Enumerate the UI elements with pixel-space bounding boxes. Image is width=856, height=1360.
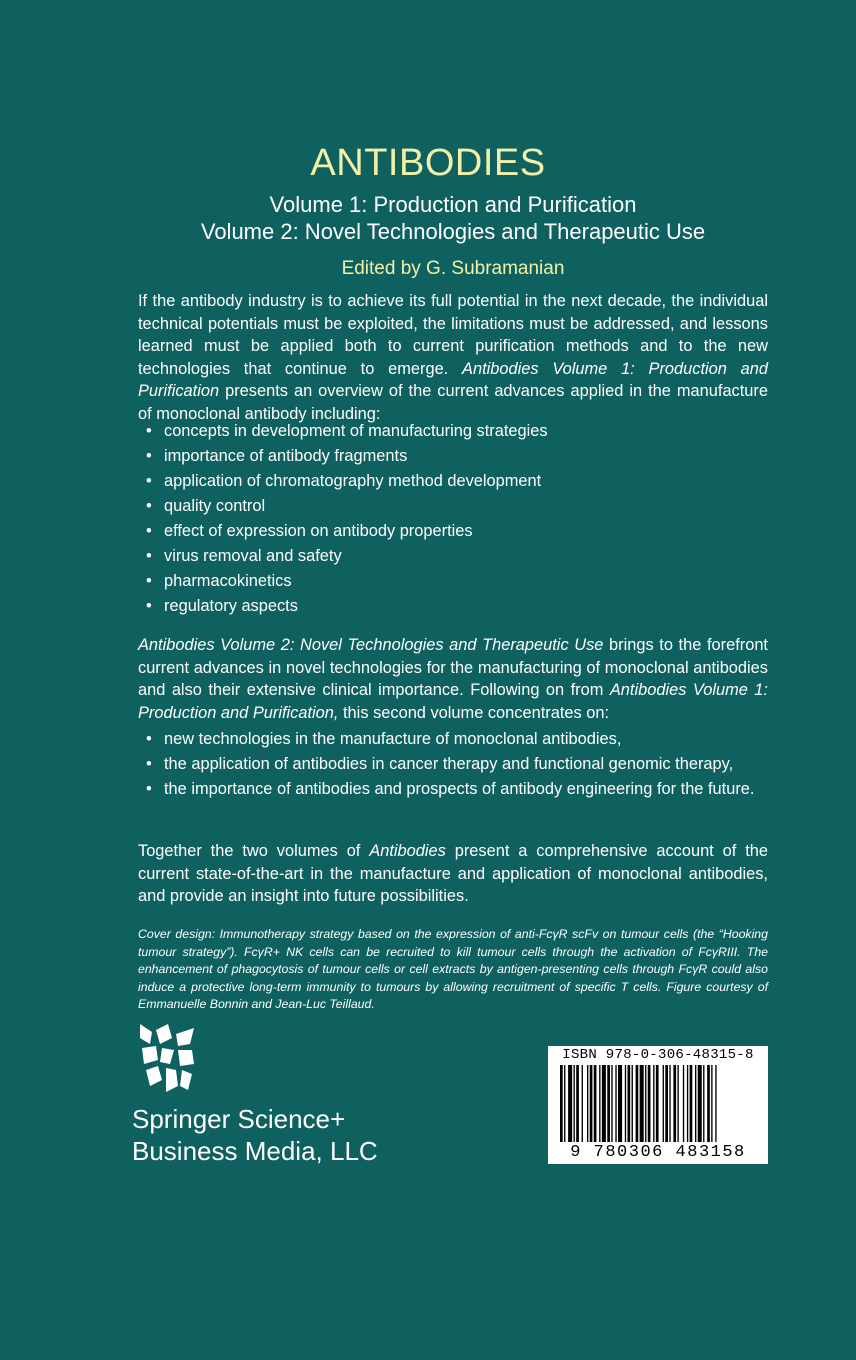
barcode-bar xyxy=(615,1065,616,1145)
topic-text: virus removal and safety xyxy=(164,547,342,565)
intro-italic-title: Antibodies Volume 1: Production and Purification xyxy=(138,359,768,400)
topic-text: the importance of antibodies and prospects of antibody engineering for the future. xyxy=(164,780,755,798)
volume-2-italic-title: Antibodies Volume 2: Novel Technologies and Therapeutic Use xyxy=(138,636,604,654)
bullet-icon: • xyxy=(146,572,152,590)
bullet-icon: • xyxy=(146,522,152,540)
list-item xyxy=(146,470,768,495)
list-item xyxy=(146,545,768,570)
list-item xyxy=(146,420,768,445)
barcode-bar xyxy=(715,1065,716,1145)
conclusion-paragraph xyxy=(138,840,768,908)
bullet-icon: • xyxy=(146,447,152,465)
volume-2-text-b: this second volume concentrates on: xyxy=(338,703,610,722)
barcode-bars xyxy=(552,1065,764,1145)
list-item xyxy=(146,753,768,775)
barcode-bar xyxy=(611,1065,612,1145)
list-item xyxy=(146,520,768,545)
topic-text: application of chromatography method development xyxy=(164,472,542,490)
barcode-bar xyxy=(599,1065,600,1145)
barcode-bar xyxy=(640,1065,644,1145)
barcode-bar xyxy=(703,1065,704,1145)
barcode-bar xyxy=(687,1065,688,1145)
volume-2-text-a: brings to the forefront current advances in novel technologies for the manufacturing of monoclonal antibodies and also their extensive clinical importance. Following on from xyxy=(138,636,768,699)
editor-line: Edited by G. Subramanian xyxy=(341,258,565,279)
barcode-bar xyxy=(582,1065,583,1145)
bullet-icon: • xyxy=(146,547,152,565)
barcode-bar xyxy=(587,1065,588,1145)
topic-text: pharmacokinetics xyxy=(164,572,292,590)
bullet-icon: • xyxy=(146,422,152,440)
book-title: ANTIBODIES xyxy=(310,142,546,184)
springer-horse-logo-icon xyxy=(138,1020,198,1096)
cover-design-caption: Cover design: Immunotherapy strategy based on the expression of anti-FcγR scFv on tumour cells (the “Hooking tumour strategy”). FcγR+ NK cells can be recruited to kill tumour cells through the activation of FcγRIII. The enhancement of phagocytosis of tumour cells or cell extracts by antigen-presenting cells through FcγR could also induce a protective long-term immunity to tumours by allowing recruitment of specific T cells. Figure courtesy of Emmanuelle Bonnin and Jean-Luc Teillaud. xyxy=(138,927,768,1011)
isbn-number: ISBN 978-0-306-48315-8 xyxy=(562,1047,754,1063)
ean-number: 9 780306 483158 xyxy=(548,1142,768,1164)
bullet-icon: • xyxy=(146,597,152,615)
barcode-bar xyxy=(683,1065,684,1145)
barcode-bar xyxy=(677,1065,678,1145)
isbn-barcode xyxy=(548,1046,768,1164)
volume-1-italic-ref: Antibodies Volume 1: Production and Purification, xyxy=(138,681,768,722)
list-item xyxy=(146,595,768,620)
barcode-bar xyxy=(711,1065,712,1145)
topic-text: concepts in development of manufacturing strategies xyxy=(164,422,548,440)
bullet-icon: • xyxy=(146,755,152,773)
barcode-bar xyxy=(618,1065,622,1145)
barcode-bar xyxy=(594,1065,597,1145)
barcode-bar xyxy=(574,1065,575,1145)
volume-2-subtitle: Volume 2: Novel Technologies and Therapeutic Use xyxy=(200,219,706,244)
list-item xyxy=(146,570,768,595)
barcode-bar xyxy=(707,1065,710,1145)
topic-text: quality control xyxy=(164,497,266,515)
volume-1-topic-list xyxy=(146,420,768,620)
barcode-bar xyxy=(648,1065,651,1145)
barcode-bar xyxy=(663,1065,664,1145)
intro-text-a: If the antibody industry is to achieve its full potential in the next decade, the individual technical potentials must be exploited, the limitations must be addressed, and lessons learned must be applied both to current purification methods and to the new technologies that continue to emerge. xyxy=(138,292,768,378)
intro-paragraph xyxy=(138,290,768,425)
list-item xyxy=(146,728,768,750)
topic-text: regulatory aspects xyxy=(164,597,298,615)
barcode-bar xyxy=(695,1065,696,1145)
barcode-bar xyxy=(665,1065,668,1145)
barcode-bar xyxy=(625,1065,626,1145)
barcode-bar xyxy=(607,1065,610,1145)
bullet-icon: • xyxy=(146,497,152,515)
barcode-bar xyxy=(560,1065,563,1145)
topic-text: the application of antibodies in cancer therapy and functional genomic therapy, xyxy=(164,755,734,773)
bullet-icon: • xyxy=(146,780,152,798)
topic-text: new technologies in the manufacture of monoclonal antibodies, xyxy=(164,730,622,748)
barcode-bar xyxy=(698,1065,702,1145)
barcode-bar xyxy=(628,1065,631,1145)
volume-1-subtitle: Volume 1: Production and Purification xyxy=(269,192,637,217)
barcode-bar xyxy=(564,1065,565,1145)
publisher-name-line-1: Springer Science+ xyxy=(132,1104,346,1134)
volume-2-topic-list xyxy=(146,728,768,803)
barcode-bar xyxy=(669,1065,670,1145)
conclusion-text-a: Together the two volumes of xyxy=(138,842,370,860)
topic-text: importance of antibody fragments xyxy=(164,447,408,465)
conclusion-italic: Antibodies xyxy=(369,842,446,860)
barcode-bar xyxy=(602,1065,606,1145)
topic-text: effect of expression on antibody properties xyxy=(164,522,473,540)
barcode-bar xyxy=(690,1065,693,1145)
barcode-bar xyxy=(653,1065,654,1145)
bullet-icon: • xyxy=(146,730,152,748)
barcode-bar xyxy=(656,1065,659,1145)
list-item xyxy=(146,778,768,800)
intro-text-b: presents an overview of the current advances applied in the manufacture of monoclonal antibody including: xyxy=(138,382,768,423)
barcode-bar xyxy=(576,1065,579,1145)
barcode-bar xyxy=(636,1065,639,1145)
conclusion-text-b: present a comprehensive account of the current state-of-the-art in the manufacture and application of monoclonal antibodies, and provide an insight into future possibilities. xyxy=(138,842,768,905)
barcode-bar xyxy=(632,1065,633,1145)
barcode-bar xyxy=(590,1065,593,1145)
list-item xyxy=(146,495,768,520)
list-item xyxy=(146,445,768,470)
barcode-bar xyxy=(673,1065,676,1145)
barcode-bar xyxy=(645,1065,646,1145)
barcode-bar xyxy=(568,1065,572,1145)
bullet-icon: • xyxy=(146,472,152,490)
publisher-name-line-2: Business Media, LLC xyxy=(132,1136,378,1166)
volume-2-paragraph xyxy=(138,634,768,724)
